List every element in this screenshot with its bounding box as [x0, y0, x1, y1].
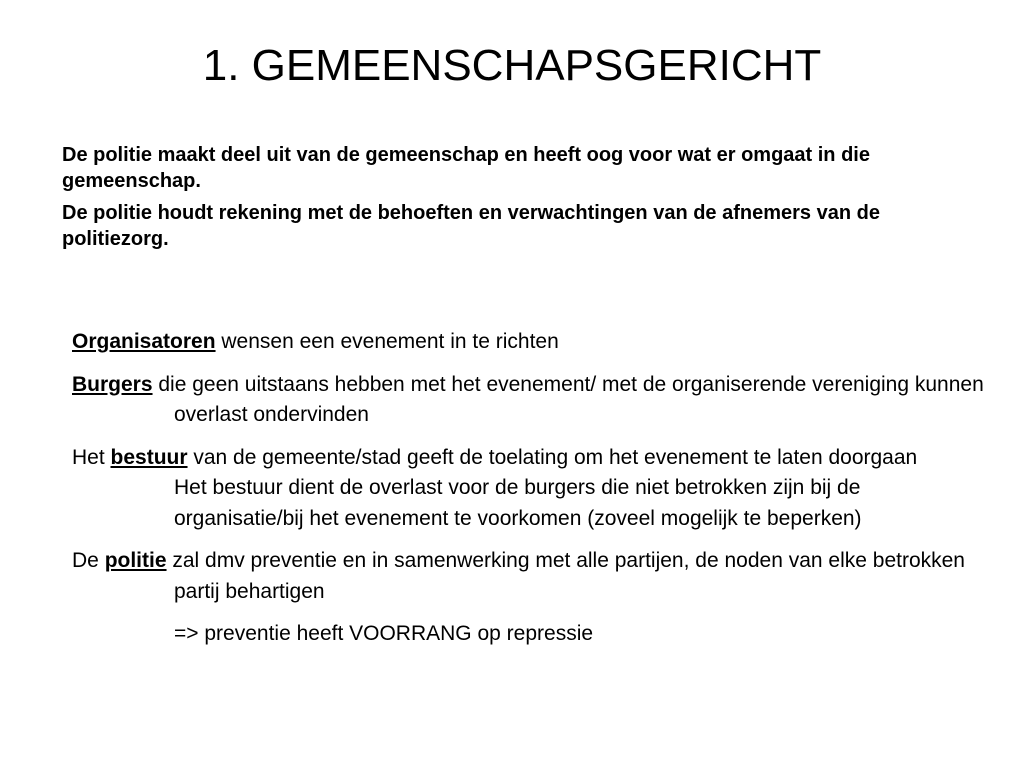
conclusion-line: => preventie heeft VOORRANG op repressie	[174, 622, 594, 645]
prefix-bestuur: Het	[72, 445, 111, 469]
text-burgers: die geen uitstaans hebben met het evenement/ met de organiserende vereniging kunnen overlast ondervinden	[152, 372, 984, 426]
text-bestuur: van de gemeente/stad geeft de toelating om het evenement te laten doorgaan	[187, 445, 918, 469]
subtext-bestuur: Het bestuur dient de overlast voor de burgers die niet betrokken zijn bij de organisatie/bij het evenement te voorkomen (zoveel mogelijk te beperken)	[174, 476, 862, 530]
text-organisatoren: wensen een evenement in te richten	[215, 330, 559, 353]
text-politie: zal dmv preventie en in samenwerking met alle partijen, de noden van elke betrokken partij behartigen	[166, 549, 965, 603]
keyword-organisatoren: Organisatoren	[72, 330, 216, 353]
keyword-politie: politie	[104, 549, 167, 572]
prefix-politie: De	[72, 549, 105, 572]
slide-title: 1. GEMEENSCHAPSGERICHT	[202, 41, 822, 90]
paragraph-organisatoren	[72, 327, 992, 358]
paragraph-politie	[72, 546, 992, 607]
body-block	[72, 327, 992, 650]
intro-paragraph-1: De politie maakt deel uit van de gemeenschap en heeft oog voor wat er omgaat in die gemeenschap.	[62, 144, 870, 192]
paragraph-burgers	[72, 370, 992, 431]
intro-block	[62, 142, 902, 258]
keyword-bestuur: bestuur	[110, 445, 188, 469]
keyword-burgers: Burgers	[72, 372, 153, 396]
intro-paragraph-2: De politie houdt rekening met de behoeften en verwachtingen van de afnemers van de politiezorg.	[62, 202, 880, 250]
paragraph-bestuur	[72, 443, 992, 535]
